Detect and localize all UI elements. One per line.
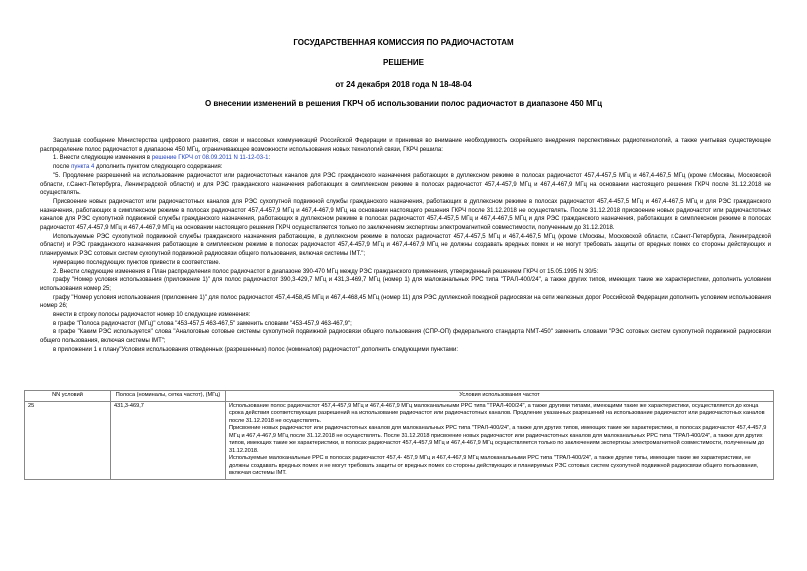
paragraph-5: "5. Продление разрешений на использование радиочастот или радиочастотных каналов для РЭС гражданского назначения работающих в дуплексном режиме в полосах радиочастот 457,4-457,5 МГц и 467,4-467,5 МГц (кроме г.Москвы, Московской области, г.Санкт-Петербурга, Ленинградской области) и для РЭС гражданского назначения работающих в симплексном режиме в полосах радиочастот 457,4-457,9 МГц и 467,4-467,9 МГц на основании настоящего решения ГКРЧ после 31.12.2018 не осуществлять.: [40, 172, 771, 197]
graph-2-paragraph: графу "Номер условия использования (приложение 1)" для полос радиочастот 457,4-458,45 МГц и 467,4-468,45 МГц (номер 11) для РЭС дуплексной поездной радиосвязи на сети железных дорог Российской Федерации дополнить условием использования номер 26;: [40, 294, 771, 310]
item-1-prefix: 1. Внести следующие изменения в: [53, 155, 152, 162]
condition-text-3: Используемые малоканальные РРС в полосах радиочастот 457,4- 457,9 МГц и 467,4-467,9 МГц малоканальными РРС типа "ТРАЛ-400/24", а также другие типы, имеющие такие же характеристики, не должны создавать вредных помех и не могут требовать защиты от вредных помех со стороны действующих и планируемых РЭС сотовых систем сухопутной подвижной радиосвязи общего пользования, включая системы IMT.: [229, 455, 759, 476]
decision-link[interactable]: решение ГКРЧ от 08.09.2011 N 11-12-03-1: [151, 155, 269, 162]
table-row: [25, 401, 774, 479]
point-4-suffix: дополнить пунктом следующего содержания:: [94, 164, 223, 171]
item-2: 2. Внести следующие изменения в План распределения полос радиочастот в диапазоне 390-470 МГц между РЭС гражданского применения, утвержденный решением ГКРЧ от 15.05.1995 N 30/5:: [53, 268, 599, 275]
condition-text-1: Использование полос радиочастот 457,4-457,9 МГц и 467,4-467,9 МГц малоканальными РРС типа "ТРАЛ-400/24", а также другими типами, имеющими такие же характеристики, осуществляется до конца срока действия соответствующих разрешений на использование радиочастот или радиочастотных каналов. Продление указанных разрешений на использование радиочастот или радиочастотных каналов после 31.12.2018 не осуществлять.: [229, 402, 765, 424]
doc-type: РЕШЕНИЕ: [383, 58, 424, 67]
doc-date-number: от 24 декабря 2018 года N 18-48-04: [335, 80, 472, 89]
used-res-paragraph: Используемые РЭС сухопутной подвижной службы гражданского назначения работающие, в дуплексном режиме в полосах радиочастот 457,4-457,5 МГц и 467,4-467,5 МГц (кроме г.Москвы, Московской области, г.Санкт-Петербурга, Ленинградской области) и РЭС гражданского назначения работающие в симплексном режиме в полосах радиочастот 457,4-457,9 МГц и 467,4-467,9 МГц не должны создавать вредных помех и не могут требовать защиты от вредных помех со стороны действующих и планируемых РЭС сотовых систем сухопутной подвижной радиосвязи общего пользования, включая системы IMT.";: [40, 233, 771, 258]
row-10-change-b: в графе "Каким РЭС используется" слова "Аналоговые сотовые системы сухопутной подвижной радиосвязи общего пользования (СПР-ОП) федерального стандарта NMT-450" заменить словами "РЭС сотовых систем сухопутной подвижной радиосвязи общего пользования, включая системы IMT";: [40, 329, 771, 345]
cell-frequency-band: 431,3-469,7: [111, 401, 226, 479]
point-4-line: [40, 163, 771, 172]
item-1: [40, 154, 771, 163]
header-usage-conditions: Условия использования частот: [226, 391, 774, 402]
cell-condition-number: 25: [25, 401, 111, 479]
cell-usage-conditions: [226, 401, 774, 479]
header-frequency-band: Полоса (номиналы, сетка частот), (МГц): [111, 391, 226, 402]
doc-title: О внесении изменений в решения ГКРЧ об использовании полос радиочастот в диапазоне 450 МГц: [204, 99, 603, 108]
table-header-row: [25, 391, 774, 402]
header-conditions-number: NN условий: [25, 391, 111, 402]
numbering-paragraph: нумерацию последующих пунктов привести в соответствие.: [53, 259, 221, 266]
row-10-paragraph: внести в строку полосы радиочастот номер 10 следующие изменения:: [53, 312, 251, 319]
document-body: [40, 137, 771, 355]
row-10-change-a: в графе "Полоса радиочастот (МГц)" слова "453-457,5 463-467,5" заменить словами "453-457,9 463-467,9";: [53, 320, 352, 327]
assignment-paragraph: Присвоение новых радиочастот или радиочастотных каналов для РЭС сухопутной подвижной службы гражданского назначения, работающих в дуплексном режиме в полосах радиочастот 457,4-457,5 МГц и 467,4-467,5 МГц и для РЭС гражданского назначения, работающих в симплексном режиме в полосах радиочастот 457,4-457,9 МГц и 467,4-467,9 МГц на основании настоящего решения ГКРЧ после 31.12.2018 не осуществлять. После 31.12.2018 присвоение новых радиочастот или радиочастотных каналов для РЭС сухопутной подвижной службы гражданского назначения, работающих в дуплексном режиме в полосах радиочастот 457,4-457,5 МГц и 467,4-467,5 МГц и для РЭС гражданского назначения, работающих в симплексном режиме в полосах радиочастот 457,4-457,9 МГц и 467,4-467,9 МГц на основании настоящего решения ГКРЧ осуществляется только по заключениям экспертизы электромагнитной совместимости, полученным до 31.12.2018.: [40, 198, 771, 232]
commission-name: ГОСУДАРСТВЕННАЯ КОМИССИЯ ПО РАДИОЧАСТОТАМ: [293, 38, 514, 47]
point-4-link[interactable]: пункта 4: [71, 164, 95, 171]
item-1-suffix: :: [268, 155, 271, 162]
appendix-paragraph: в приложении 1 к плану"Условия использования отведенных (разрешенных) полос (номиналов) радиочастот" дополнить следующими пунктами:: [53, 346, 458, 353]
condition-text-2: Присвоение новых радиочастот или радиочастотных каналов для малоканальных РРС типа "ТРАЛ-400/24", а также для других типов, имеющих такие же характеристики, в полосах радиочастот 457,4-457,9 МГц и 467,4-467,9 МГц после 31.12.2018 не осуществлять. После 31.12.2018 присвоение новых радиочастот или радиочастотных каналов для малоканальных РРС типа "ТРАЛ-400/24", а также для других типов, имеющих такие же характеристики, в полосах радиочастот 457,4-457,9 МГц и 467,4-467,9 МГц осуществляется только по заключениям экспертизы электромагнитной совместимости, полученным до 31.12.2018.: [229, 425, 767, 454]
graph-1-paragraph: графу "Номер условия использования (приложение 1)" для полос радиочастот 390,3-429,7 МГц и 431,3-469,7 МГц (номер 1) для малоканальных РРС типа "ТРАЛ-400/24", а также других типов, имеющих такие же характеристики, дополнить условием использования номер 25;: [40, 277, 771, 292]
conditions-table: [24, 390, 774, 480]
intro-paragraph: Заслушав сообщение Министерства цифрового развития, связи и массовых коммуникаций Российской Федерации и принимая во внимание необходимость скорейшего внедрения перспективных радиотехнологий, а также учитывая существующее распределение полос радиочастот в диапазоне 450 МГц, ограничивающее возможности использования новых технологий связи, ГКРЧ решила:: [40, 138, 771, 153]
point-4-prefix: после: [53, 164, 72, 171]
